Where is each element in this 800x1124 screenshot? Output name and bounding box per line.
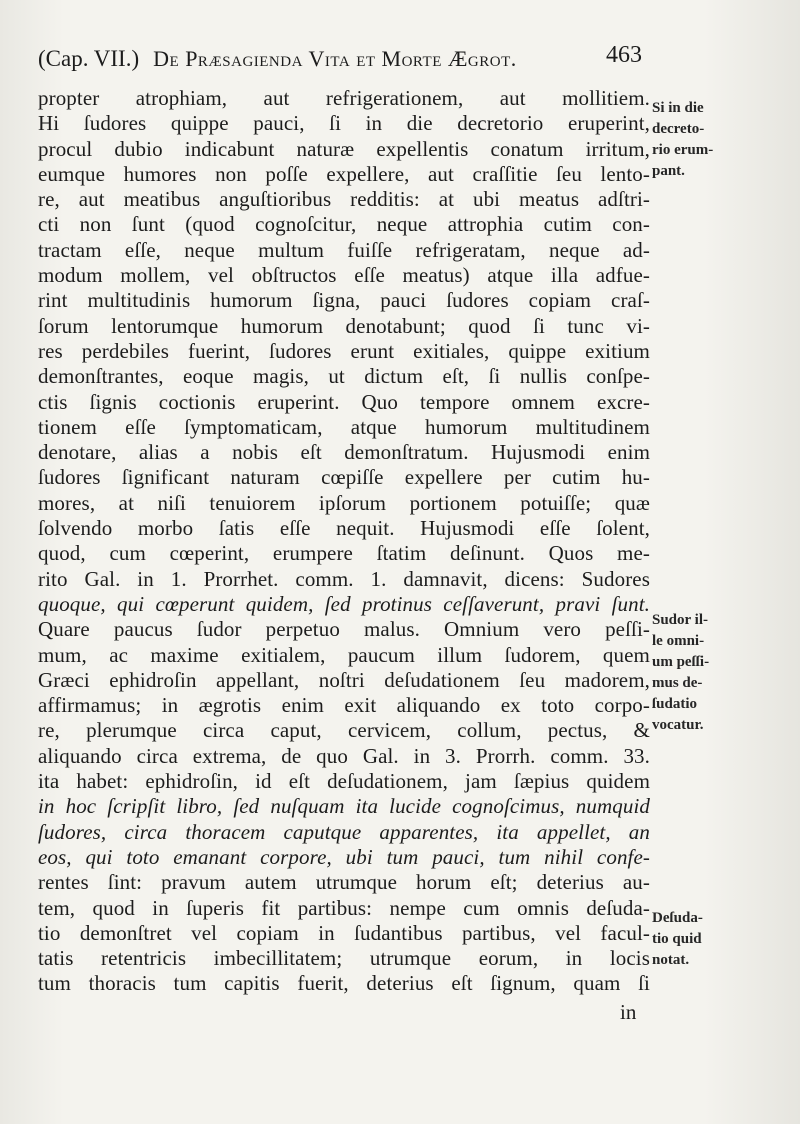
running-title: De Præsagienda Vita et Morte Ægrot.: [153, 46, 517, 71]
marginal-note-line: Sudor il-: [652, 612, 708, 628]
marginal-note-line: um peſſi-: [652, 654, 710, 670]
text-line: affirmamus; in ægrotis enim exit aliquando ex toto corpo-: [38, 693, 650, 718]
text-line: tatis retentricis imbecillitatem; utrumque eorum, in locis: [38, 946, 650, 971]
text-line: Quare paucus ſudor perpetuo malus. Omnium vero peſſi-: [38, 617, 650, 642]
text-line: tum thoracis tum capitis fuerit, deterius eſt ſignum, quam ſi: [38, 971, 650, 996]
catchword: in: [620, 1000, 637, 1024]
text-line: ita habet: ephidroſin, id eſt deſudationem, jam ſæpius quidem: [38, 769, 650, 794]
marginal-note-line: decreto-: [652, 121, 705, 137]
running-header: [38, 42, 658, 72]
marginal-note-line: ſudatio: [652, 696, 698, 712]
text-line: eumque humores non poſſe expellere, aut craſſitie ſeu lento-: [38, 161, 650, 186]
chapter-label: (Cap. VII.): [38, 46, 140, 71]
text-line: Græci ephidroſin appellant, noſtri deſudationem ſeu madorem,: [38, 667, 650, 692]
text-line: re, plerumque circa caput, cervicem, collum, pectus, &: [38, 718, 650, 743]
marginal-note-2: [652, 610, 792, 736]
text-line: mum, ac maxime exitialem, paucum illum ſudorem, quem: [38, 642, 650, 667]
text-line: in hoc ſcripſit libro, ſed nuſquam ita lucide cognoſcimus, numquid: [38, 794, 650, 819]
text-line: demonſtrantes, eoque magis, ut dictum eſt, ſi nullis conſpe-: [38, 364, 650, 389]
page-number: 463: [606, 42, 642, 68]
body-text: [38, 86, 650, 997]
text-line: aliquando circa extrema, de quo Gal. in 3. Prorrh. comm. 33.: [38, 743, 650, 768]
text-line: tem, quod in ſuperis fit partibus: nempe cum omnis deſuda-: [38, 895, 650, 920]
text-line: ctis ſignis coctionis eruperint. Quo tempore omnem excre-: [38, 389, 650, 414]
text-line: res perdebiles fuerint, ſudores erunt exitiales, quippe exitium: [38, 338, 650, 363]
marginal-note-1: [652, 98, 792, 182]
text-line: denotare, alias a nobis eſt demonſtratum. Hujusmodi enim: [38, 440, 650, 465]
text-line: tio demonſtret vel copiam in ſudantibus partibus, vel facul-: [38, 920, 650, 945]
marginal-note-line: rio erum-: [652, 142, 714, 158]
text-line: rint multitudinis humorum ſigna, pauci ſudores copiam craſ-: [38, 288, 650, 313]
text-line: rito Gal. in 1. Prorrhet. comm. 1. damnavit, dicens: Sudores: [38, 566, 650, 591]
text-line: modum mollem, vel obſtructos eſſe meatus) atque illa adfue-: [38, 263, 650, 288]
text-line: Hi ſudores quippe pauci, ſi in die decretorio eruperint,: [38, 111, 650, 136]
marginal-note-line: mus de-: [652, 675, 703, 691]
text-line: ſudores ſignificant naturam cœpiſſe expellere per cutim hu-: [38, 465, 650, 490]
text-line: eos, qui toto emanant corpore, ubi tum pauci, tum nihil confe-: [38, 844, 650, 869]
marginal-note-line: vocatur.: [652, 717, 704, 733]
text-line: quoque, qui cœperunt quidem, ſed protinus ceſſaverunt, pravi ſunt.: [38, 591, 650, 616]
text-line: tractam eſſe, neque multum fuiſſe refrigeratam, neque ad-: [38, 237, 650, 262]
text-line: quod, cum cœperint, erumpere ſtatim deſinunt. Quos me-: [38, 541, 650, 566]
marginal-note-line: le omni-: [652, 633, 705, 649]
marginal-note-line: pant.: [652, 163, 685, 179]
text-line: ſorum lentorumque humorum denotabunt; quod ſi tunc vi-: [38, 313, 650, 338]
text-line: mores, at niſi tenuiorem ipſorum portionem potuiſſe; quæ: [38, 490, 650, 515]
text-line: re, aut meatibus anguſtioribus redditis: at ubi meatus adſtri-: [38, 187, 650, 212]
marginal-note-3: [652, 908, 792, 971]
text-line: ſolvendo morbo ſatis eſſe nequit. Hujusmodi eſſe ſolent,: [38, 516, 650, 541]
marginal-note-line: Si in die: [652, 100, 704, 116]
text-line: rentes ſint: pravum autem utrumque horum eſt; deterius au-: [38, 870, 650, 895]
marginal-note-line: notat.: [652, 952, 690, 968]
text-line: cti non ſunt (quod cognoſcitur, neque attrophia cutim con-: [38, 212, 650, 237]
marginal-note-line: tio quid: [652, 931, 702, 947]
text-line: tionem eſſe ſymptomaticam, atque humorum multitudinem: [38, 414, 650, 439]
marginal-note-line: Deſuda-: [652, 910, 703, 926]
text-line: ſudores, circa thoracem caputque apparentes, ita appellet, an: [38, 819, 650, 844]
text-line: propter atrophiam, aut refrigerationem, aut mollitiem.: [38, 86, 650, 110]
text-line: procul dubio indicabunt naturæ expellentis conatum irritum,: [38, 136, 650, 161]
